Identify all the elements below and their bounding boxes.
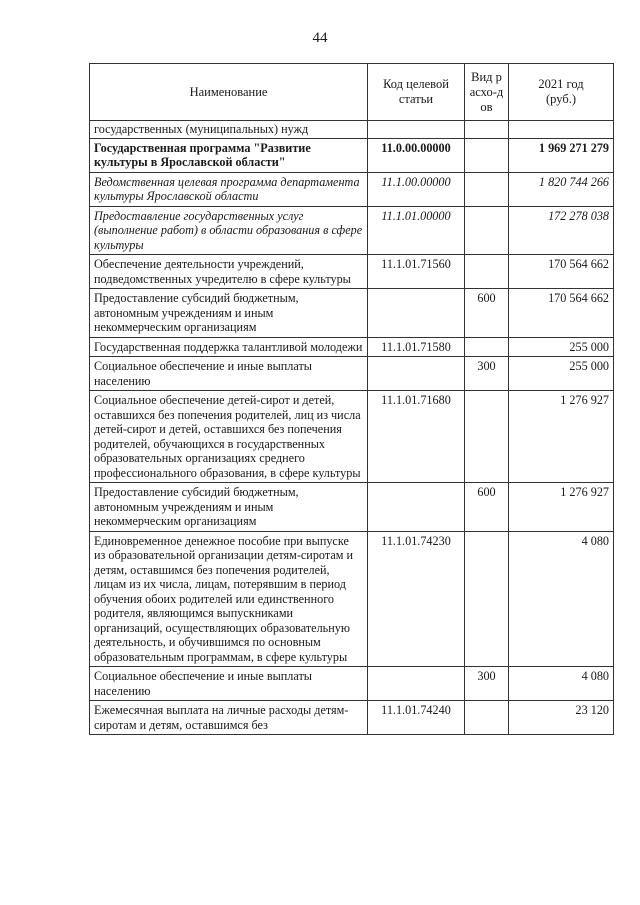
header-code-text: Код целевой статьи (383, 77, 449, 106)
row-name-cell: Социальное обеспечение и иные выплаты населению (90, 667, 368, 701)
row-kind-cell (465, 531, 509, 667)
row-sum-cell: 170 564 662 (509, 255, 614, 289)
row-sum-cell: 255 000 (509, 337, 614, 357)
table-row (90, 337, 614, 357)
row-code-cell: 11.1.01.00000 (368, 206, 465, 255)
row-code-cell: 11.1.01.74230 (368, 531, 465, 667)
row-sum-cell: 1 276 927 (509, 483, 614, 532)
row-kind-cell (465, 206, 509, 255)
header-sum-text: 2021 год (руб.) (538, 77, 584, 106)
table-row (90, 121, 614, 139)
row-name-cell: Ведомственная целевая программа департамента культуры Ярославской области (90, 172, 368, 206)
row-code-cell (368, 121, 465, 139)
row-name-cell: Обеспечение деятельности учреждений, подведомственных учредителю в сфере культуры (90, 255, 368, 289)
row-sum-cell: 255 000 (509, 357, 614, 391)
table-row (90, 483, 614, 532)
row-sum-cell: 172 278 038 (509, 206, 614, 255)
row-kind-cell (465, 255, 509, 289)
header-name: Наименование (90, 64, 368, 121)
row-code-cell: 11.1.01.71580 (368, 337, 465, 357)
row-code-cell: 11.1.01.71680 (368, 391, 465, 483)
table-header-row (90, 64, 614, 121)
row-name-cell: Государственная поддержка талантливой молодежи (90, 337, 368, 357)
table-row (90, 138, 614, 172)
row-kind-cell: 600 (465, 483, 509, 532)
row-name-cell: Единовременное денежное пособие при выпуске из образовательной организации детям-сиротам и детям, оставшимся без попечения родителей, лицам из их числа, лицам, потерявшим в период обучения обоих родителей или единственного родителя, являющимся выпускниками организаций, осуществляющих образовательную деятельность, и обучившимся по основным образовательным программам, в сфере культуры (90, 531, 368, 667)
row-code-cell: 11.1.00.00000 (368, 172, 465, 206)
row-name-cell: Предоставление государственных услуг (выполнение работ) в области образования в сфере культуры (90, 206, 368, 255)
row-code-cell: 11.1.01.71560 (368, 255, 465, 289)
row-name-cell: Ежемесячная выплата на личные расходы детям-сиротам и детям, оставшимся без (90, 701, 368, 735)
table-row (90, 357, 614, 391)
row-kind-cell: 300 (465, 667, 509, 701)
row-kind-cell (465, 701, 509, 735)
row-sum-cell: 23 120 (509, 701, 614, 735)
row-kind-cell (465, 337, 509, 357)
row-sum-cell: 1 969 271 279 (509, 138, 614, 172)
header-sum (509, 64, 614, 121)
row-kind-cell: 300 (465, 357, 509, 391)
row-sum-cell (509, 121, 614, 139)
budget-table (89, 63, 614, 735)
row-name-cell: государственных (муниципальных) нужд (90, 121, 368, 139)
row-name-cell: Государственная программа "Развитие культуры в Ярославской области" (90, 138, 368, 172)
row-sum-cell: 170 564 662 (509, 289, 614, 338)
row-code-cell: 11.1.01.74240 (368, 701, 465, 735)
table-row (90, 391, 614, 483)
row-name-cell: Предоставление субсидий бюджетным, автономным учреждениям и иным некоммерческим организациям (90, 289, 368, 338)
header-code (368, 64, 465, 121)
table-row (90, 667, 614, 701)
row-code-cell (368, 289, 465, 338)
table-row (90, 531, 614, 667)
row-kind-cell (465, 172, 509, 206)
row-code-cell (368, 483, 465, 532)
row-kind-cell (465, 138, 509, 172)
row-code-cell (368, 667, 465, 701)
row-kind-cell: 600 (465, 289, 509, 338)
row-sum-cell: 4 080 (509, 531, 614, 667)
header-kind-text: Вид расхо-дов (469, 69, 504, 114)
row-name-cell: Социальное обеспечение и иные выплаты населению (90, 357, 368, 391)
row-sum-cell: 4 080 (509, 667, 614, 701)
row-name-cell: Социальное обеспечение детей-сирот и детей, оставшихся без попечения родителей, лиц из числа детей-сирот и детей, оставшихся без попечения родителей, обучающихся в государственных образовательных организациях среднего профессионального образования, в сфере культуры (90, 391, 368, 483)
row-code-cell: 11.0.00.00000 (368, 138, 465, 172)
table-row (90, 289, 614, 338)
row-sum-cell: 1 276 927 (509, 391, 614, 483)
table-row (90, 255, 614, 289)
row-name-cell: Предоставление субсидий бюджетным, автономным учреждениям и иным некоммерческим организациям (90, 483, 368, 532)
table-row (90, 172, 614, 206)
table-row (90, 206, 614, 255)
row-kind-cell (465, 391, 509, 483)
row-sum-cell: 1 820 744 266 (509, 172, 614, 206)
row-kind-cell (465, 121, 509, 139)
page-number: 44 (312, 30, 328, 46)
table-row (90, 701, 614, 735)
table-body (90, 121, 614, 735)
header-kind (465, 64, 509, 121)
row-code-cell (368, 357, 465, 391)
